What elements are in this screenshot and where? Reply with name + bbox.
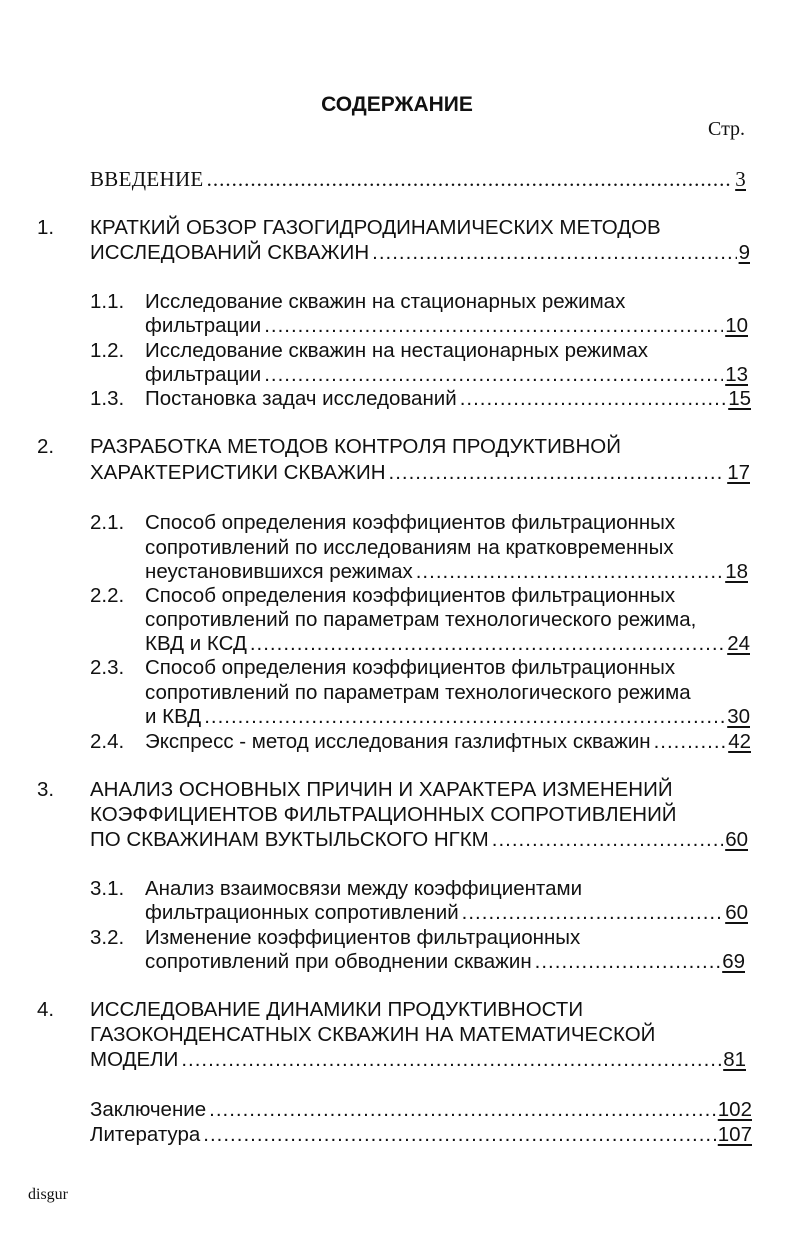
subsection-number: 2.2.	[90, 584, 125, 607]
subsection-number: 1.1.	[90, 290, 125, 313]
toc-page-number: 107	[717, 1123, 752, 1146]
subsection-title-line: Постановка задач исследований	[145, 387, 457, 410]
subsection-number: 1.2.	[90, 339, 125, 362]
subsection-title-line[interactable]: Способ определения коэффициентов фильтрационных	[145, 511, 676, 534]
dot-leader	[462, 900, 724, 925]
dot-leader	[460, 386, 727, 411]
subsection-number: 2.4.	[90, 730, 125, 753]
toc-entry-1-1[interactable]	[145, 313, 748, 338]
subsection-title-line: сопротивлений при обводнении скважин	[145, 950, 532, 973]
section-number: 3.	[37, 778, 55, 801]
toc-page-number: 60	[725, 828, 748, 851]
toc-page-number: 42	[728, 730, 751, 753]
toc-entry-1-3[interactable]	[145, 386, 751, 411]
toc-entry-literature[interactable]	[90, 1122, 752, 1147]
section-title-line[interactable]: РАЗРАБОТКА МЕТОДОВ КОНТРОЛЯ ПРОДУКТИВНОЙ	[90, 435, 621, 458]
section-title-line: МОДЕЛИ	[90, 1048, 179, 1071]
toc-page-number: 81	[723, 1048, 746, 1071]
section-title-line: ИССЛЕДОВАНИЙ СКВАЖИН	[90, 241, 370, 264]
toc-entry-2-1[interactable]	[145, 559, 748, 584]
subsection-title-line[interactable]: Способ определения коэффициентов фильтрационных	[145, 584, 676, 607]
toc-entry-3-2[interactable]	[145, 949, 745, 974]
section-title-line[interactable]: ИССЛЕДОВАНИЕ ДИНАМИКИ ПРОДУКТИВНОСТИ	[90, 998, 584, 1021]
dot-leader	[535, 949, 721, 974]
subsection-title-line: фильтрационных сопротивлений	[145, 901, 459, 924]
toc-page-number: 24	[727, 632, 750, 655]
toc-entry-section-1[interactable]	[90, 240, 750, 265]
toc-page-number: 3	[735, 167, 746, 191]
subsection-number: 2.1.	[90, 511, 125, 534]
toc-entry-3-1[interactable]	[145, 900, 748, 925]
toc-page-number: 18	[725, 560, 748, 583]
toc-page-number: 30	[727, 705, 750, 728]
subsection-title-line[interactable]: Исследование скважин на стационарных режимах	[145, 290, 626, 313]
toc-entry-intro[interactable]	[90, 167, 746, 192]
toc-entry-2-2[interactable]	[145, 631, 750, 656]
section-title-line[interactable]: КОЭФФИЦИЕНТОВ ФИЛЬТРАЦИОННЫХ СОПРОТИВЛЕНИЙ	[90, 803, 677, 826]
dot-leader	[372, 240, 736, 265]
subsection-number: 3.2.	[90, 926, 125, 949]
dot-leader	[209, 1097, 716, 1122]
toc-page-number: 15	[728, 387, 751, 410]
subsection-title-line[interactable]: сопротивлений по исследованиям на кратковременных	[145, 536, 674, 559]
dot-leader	[389, 460, 726, 485]
toc-page-number: 17	[727, 461, 750, 484]
toc-entry-label: Заключение	[90, 1098, 207, 1121]
section-title-line: ПО СКВАЖИНАМ ВУКТЫЛЬСКОГО НГКМ	[90, 828, 489, 851]
subsection-title-line[interactable]: Способ определения коэффициентов фильтрационных	[145, 656, 676, 679]
toc-entry-label: Литература	[90, 1123, 201, 1146]
dot-leader	[416, 559, 723, 584]
dot-leader	[264, 313, 723, 338]
page-title: СОДЕРЖАНИЕ	[321, 93, 473, 116]
subsection-title-line[interactable]: Анализ взаимосвязи между коэффициентами	[145, 877, 583, 900]
section-number: 4.	[37, 998, 55, 1021]
footer-watermark: disgur	[28, 1186, 68, 1203]
toc-entry-section-2[interactable]	[90, 460, 750, 485]
subsection-number: 3.1.	[90, 877, 125, 900]
toc-page-number: 13	[725, 363, 748, 386]
dot-leader	[207, 167, 734, 192]
subsection-title-line: фильтрации	[145, 363, 262, 386]
toc-entry-2-4[interactable]	[145, 729, 751, 754]
dot-leader	[181, 1047, 721, 1072]
subsection-title-line[interactable]: Исследование скважин на нестационарных режимах	[145, 339, 649, 362]
toc-entry-1-2[interactable]	[145, 362, 748, 387]
section-number: 1.	[37, 216, 55, 239]
toc-page-number: 10	[725, 314, 748, 337]
subsection-title-line: неустановившихся режимах	[145, 560, 413, 583]
subsection-number: 1.3.	[90, 387, 125, 410]
toc-entry-section-4[interactable]	[90, 1047, 746, 1072]
toc-page-number: 9	[738, 241, 750, 264]
subsection-title-line: и КВД	[145, 705, 202, 728]
subsection-title-line[interactable]: сопротивлений по параметрам технологического режима,	[145, 608, 697, 631]
subsection-title-line: Экспресс - метод исследования газлифтных скважин	[145, 730, 651, 753]
toc-entry-2-3[interactable]	[145, 704, 750, 729]
toc-entry-conclusion[interactable]	[90, 1097, 752, 1122]
subsection-title-line: фильтрации	[145, 314, 262, 337]
dot-leader	[203, 1122, 716, 1147]
dot-leader	[250, 631, 725, 656]
page-column-header: Стр.	[708, 118, 746, 140]
section-title-line: ХАРАКТЕРИСТИКИ СКВАЖИН	[90, 461, 386, 484]
dot-leader	[654, 729, 727, 754]
section-title-line[interactable]: АНАЛИЗ ОСНОВНЫХ ПРИЧИН И ХАРАКТЕРА ИЗМЕНЕНИЙ	[90, 778, 673, 801]
toc-page-number: 69	[722, 950, 745, 973]
subsection-number: 2.3.	[90, 656, 125, 679]
toc-entry-section-3[interactable]	[90, 827, 748, 852]
subsection-title-line[interactable]: Изменение коэффициентов фильтрационных	[145, 926, 581, 949]
section-title-line[interactable]: ГАЗОКОНДЕНСАТНЫХ СКВАЖИН НА МАТЕМАТИЧЕСКОЙ	[90, 1023, 656, 1046]
dot-leader	[492, 827, 723, 852]
toc-entry-label: ВВЕДЕНИЕ	[90, 167, 204, 191]
subsection-title-line[interactable]: сопротивлений по параметрам технологического режима	[145, 681, 691, 704]
dot-leader	[204, 704, 725, 729]
section-title-line[interactable]: КРАТКИЙ ОБЗОР ГАЗОГИДРОДИНАМИЧЕСКИХ МЕТОДОВ	[90, 216, 661, 239]
dot-leader	[264, 362, 723, 387]
section-number: 2.	[37, 435, 55, 458]
toc-page-number: 60	[725, 901, 748, 924]
subsection-title-line: КВД и КСД	[145, 632, 247, 655]
toc-page-number: 102	[717, 1098, 752, 1121]
